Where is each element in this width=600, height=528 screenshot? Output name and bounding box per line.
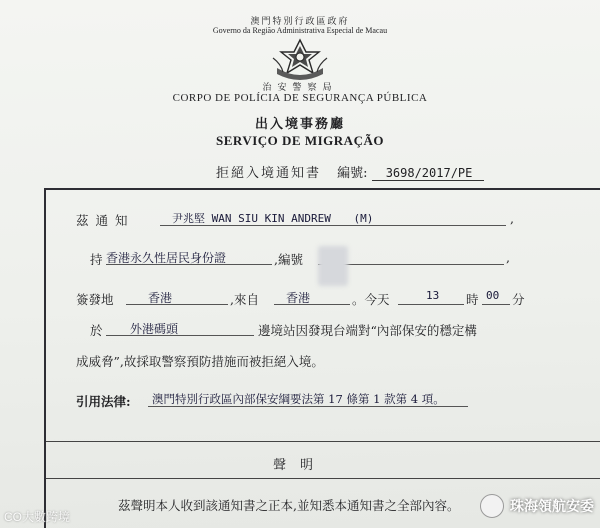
law-field [148, 391, 468, 407]
hour-label: 時 [466, 292, 479, 307]
issue-place: 香港 [148, 291, 173, 305]
doc-number-label: ,編號 [274, 252, 303, 267]
service-name-pt: SERVIÇO DE MIGRAÇÃO [216, 133, 384, 148]
issue-place-field [126, 289, 228, 305]
minute-value: 00 [486, 289, 500, 302]
watermark-left: CO大數跨境 [4, 510, 71, 524]
notice-title: 拒絕入境通知書 [216, 166, 322, 181]
document-type: 香港永久性居民身份證 [106, 251, 227, 265]
checkpoint: 外港碼頭 [130, 322, 179, 336]
reason-text-continued: 成威脅”,故採取警察預防措施而被拒絕入境。 [76, 354, 324, 369]
law-label: 引用法律: [76, 394, 131, 409]
reason-text: 邊境站因發現台端對“內部保安的穩定構 [258, 323, 477, 338]
police-emblem-icon [271, 38, 329, 80]
person-sex: (M) [353, 212, 374, 225]
notice-number-label: 編號: [337, 166, 368, 181]
person-name: 尹兆堅 WAN SIU KIN ANDREW [172, 212, 331, 225]
police-name-zh: 治安警察局 [262, 83, 338, 93]
today-label: 。今天 [352, 292, 390, 307]
wechat-logo-icon [480, 494, 504, 518]
service-name-zh: 出入境事務廳 [254, 117, 345, 132]
minute-label: 分 [512, 292, 525, 307]
from-place: 香港 [286, 291, 311, 305]
document-page: 澳門特別行政區政府 Governo da Região Administrativa Especial de Macau 治安警察局 CORPO DE POLÍCIA DE SEGURANÇA PÚBLICA 出入境事務廳 SERVIÇO DE MIGRAÇÃO 拒絕入境通知書 編號: 3698/2017/PE 茲通知 尹兆堅 WAN SIU KIN ANDREW (M) , 持 香港永久性居民身份證 ,編號 , 簽發地 香港 ,來自 香港 。今天 13 時 00 分 於 外港碼頭 邊境站因發現台端對“內部保安的穩定構 成威脅”,故採取警察預防措施而被拒絕入境。 引用法律: 澳門特別行政區內部保安綱要法第 17 條第 1 款第 4 項。 聲明 茲聲明本人收到該通知書之正本,並知悉本通知書之全部內容。 CO大數跨境 珠海領航安委 [0, 0, 600, 528]
checkpoint-field [106, 320, 254, 336]
issue-place-label: 簽發地 [76, 292, 114, 307]
hour-value: 13 [426, 289, 440, 302]
notice-title-line [216, 162, 484, 181]
declaration-top-divider [46, 441, 600, 442]
government-name-zh: 澳門特別行政區政府 [250, 17, 350, 27]
person-name-field [160, 210, 506, 226]
notify-label: 茲通知 [76, 213, 135, 228]
document-type-field [106, 249, 272, 265]
watermark-right-text: 珠海領航安委 [510, 498, 594, 514]
government-name-pt: Governo da Região Administrativa Especial de Macau [212, 26, 388, 35]
redacted-number [318, 246, 348, 286]
declaration-divider [46, 478, 600, 479]
at-label: 於 [90, 323, 103, 338]
minute-field [482, 289, 510, 305]
from-place-field [274, 289, 350, 305]
from-label: ,來自 [230, 292, 259, 307]
declaration-title: 聲明 [272, 458, 327, 473]
notice-number-value: 3698/2017/PE [372, 166, 485, 181]
hold-label: 持 [90, 252, 103, 267]
law-text: 澳門特別行政區內部保安綱要法第 17 條第 1 款第 4 項。 [152, 392, 445, 406]
watermark-right [480, 494, 594, 518]
hour-field [398, 289, 464, 305]
declaration-text: 茲聲明本人收到該通知書之正本,並知悉本通知書之全部內容。 [118, 498, 460, 513]
police-name-pt: CORPO DE POLÍCIA DE SEGURANÇA PÚBLICA [172, 92, 428, 104]
